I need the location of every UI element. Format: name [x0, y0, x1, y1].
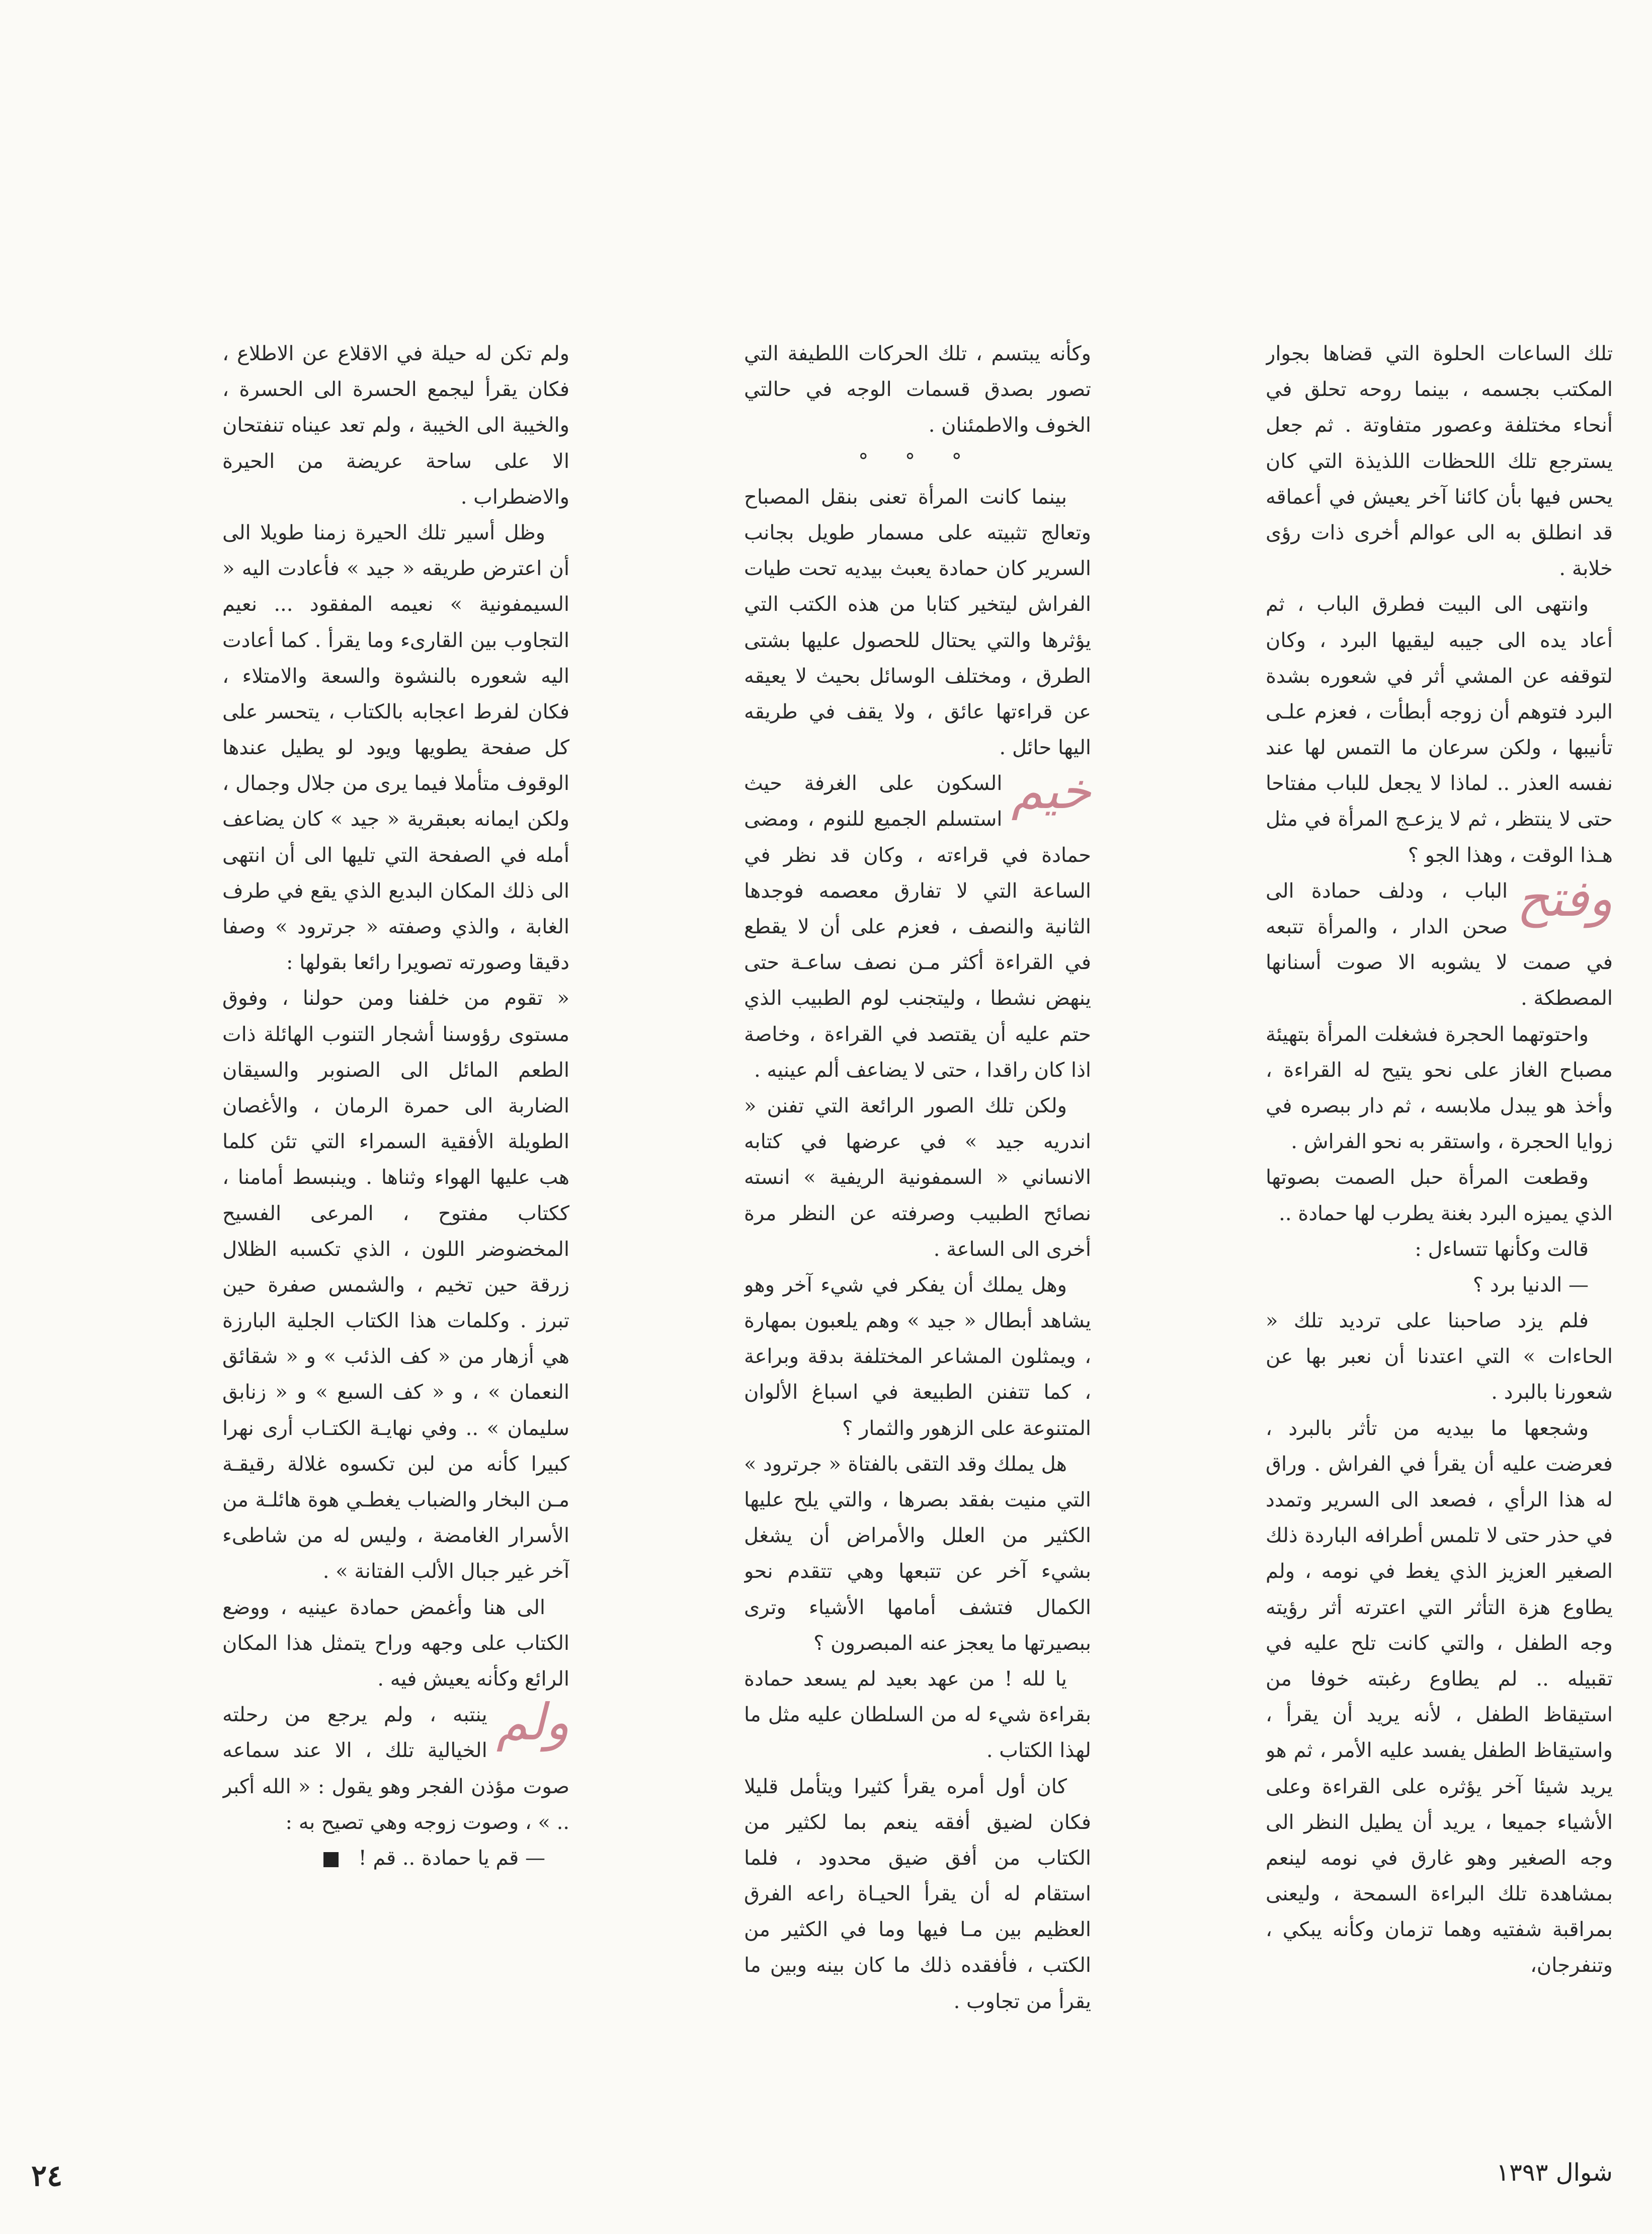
paragraph: هل يملك وقد التقى بالفتاة « جرترود » التي منيت بفقد بصرها ، والتي يلح عليها الكثير من العلل والأمراض أن يشغل بشيء آخر عن تتبعها وهي تتقدم نحو الكمال فتشف أمامها الأشياء وترى ببصيرتها ما يعجز عنه المبصرون ؟: [744, 1452, 1091, 1655]
decorative-initial: ولم: [496, 1693, 569, 1752]
paragraph: وانتهى الى البيت فطرق الباب ، ثم أعاد يده الى جيبه ليقيها البرد ، وكان لتوقفه عن المشي أثر في شعوره بشدة البرد فتوهم أن زوجه أبطأت ، فعزم علـى تأنيبها ، ولكن سرعان ما التمس لها عند نفسه العذر .. لماذا لا يجعل للباب مفتاحا حتى لا ينتظر ، ثم لا يزعـج المرأة في مثل هـذا الوقت ، وهذا الجو ؟: [1266, 593, 1613, 867]
quote-paragraph: « تقوم من خلفنا ومن حولنا ، وفوق مستوى رؤوسنا أشجار التنوب الهائلة ذات الطعم المائل الى الصنوبر والسيقان الضاربة الى حمرة الرمان ، والأغصان الطويلة الأفقية السمراء التي تئن كلما هب عليها الهواء وثناها . وينبسط أمامنا ، ككتاب مفتوح ، المرعى الفسيح المخضوضر اللون ، الذي تكسبه الظلال زرقة حين تخيم ، والشمس صفرة حين تبرز . وكلمات هذا الكتاب الجلية البارزة هي أزهار من « كف الذئب » و « شقائق النعمان » ، و « كف السبع » و « زنابق سليمان » .. وفي نهايـة الكتـاب أرى نهرا كبيرا كأنه من لبن تكسوه غلالة رقيقـة مـن البخار والضباب يغطـي هوة هائلـة من الأسرار الغامضة ، وليس له من شاطىء آخر غير جبال الألب الفتانة » .: [222, 987, 569, 1583]
page-number: ٢٤: [31, 2159, 63, 2193]
paragraph: وقطعت المرأة حبل الصمت بصوتها الذي يميزه البرد بغنة يطرب لها حمادة ..: [1266, 1166, 1613, 1225]
decorative-initial: خيم: [1011, 761, 1091, 821]
column-1: [1266, 336, 1613, 2147]
paragraph: خيم السكون على الغرفة حيث استسلم الجميع للنوم ، ومضى حمادة في قراءته ، وكان قد نظر في الساعة التي لا تفارق معصمه فوجدها الثانية والنصف ، فعزم على أن لا يقطع في القراءة أكثر مـن نصف ساعـة حتى ينهض نشطا ، وليتجنب لوم الطبيب الذي حتم عليه أن يقتصد في القراءة ، وخاصة اذا كان راقدا ، حتى لا يضاعف ألم عينيه .: [744, 761, 1091, 1082]
paragraph: ولم تكن له حيلة في الاقلاع عن الاطلاع ، فكان يقرأ ليجمع الحسرة الى الحسرة ، والخيبة الى الخيبة ، ولم تعد عيناه تنفتحان الا على ساحة عريضة من الحيرة والاضطراب .: [222, 342, 569, 509]
end-mark-icon: [323, 1852, 339, 1867]
paragraph: واحتوتهما الحجرة فشغلت المرأة بتهيئة مصباح الغاز على نحو يتيح له القراءة ، وأخذ هو يبدل ملابسه ، ثم دار ببصره في زوايا الحجرة ، واستقر به نحو الفراش .: [1266, 1022, 1613, 1154]
paragraph: الى هنا وأغمض حمادة عينيه ، ووضع الكتاب على وجهه وراح يتمثل هذا المكان الرائع وكأنه يعيش فيه .: [222, 1595, 569, 1691]
section-separator: ° ° °: [858, 449, 977, 473]
paragraph: ولم ينتبه ، ولم يرجع من رحلته الخيالية تلك ، الا عند سماعه صوت مؤذن الفجر وهو يقول : « الله أكبر .. » ، وصوت زوجه وهي تصيح به :: [222, 1693, 569, 1834]
paragraph: — قم يا حمادة .. قم !: [222, 1841, 569, 1876]
paragraph: — الدنيا برد ؟: [1472, 1273, 1589, 1297]
paragraph: فلم يزد صاحبنا على ترديد تلك « الحاءات » التي اعتدنا أن نعبر بها عن شعورنا بالبرد .: [1266, 1309, 1613, 1404]
paragraph: بينما كانت المرأة تعنى بنقل المصباح وتعالج تثبيته على مسمار طويل بجانب السرير كان حمادة يعبث بيديه تحت طيات الفراش ليتخير كتابا من هذه الكتب التي يؤثرها والتي يحتال للحصول عليها بشتى الطرق ، ومختلف الوسائل بحيث لا يعيقه عن قراءتها عائق ، ولا يقف في طريقه اليها حائل .: [744, 485, 1091, 760]
paragraph: قالت وكأنها تتساءل :: [1415, 1237, 1589, 1261]
paragraph: وفتح الباب ، ودلف حمادة الى صحن الدار ، والمرأة تتبعه في صمت لا يشوبه الا صوت أسنانها المصطكة .: [1266, 868, 1613, 1010]
paragraph: وهل يملك أن يفكر في شيء آخر وهو يشاهد أبطال « جيد » وهم يلعبون بمهارة ، ويمثلون المشاعر المختلفة بدقة وبراعة ، كما تتفنن الطبيعة في اسباغ الألوان المتنوعة على الزهور والثمار ؟: [744, 1273, 1091, 1440]
paragraph: يا لله ! من عهد بعيد لم يسعد حمادة بقراءة شيء له من السلطان عليه مثل ما لهذا الكتاب .: [744, 1667, 1091, 1763]
paragraph: كان أول أمره يقرأ كثيرا ويتأمل قليلا فكان لضيق أفقه ينعم بما لكثير من الكتاب من أفق ضيق محدود ، فلما استقام له أن يقرأ الحيـاة راعه الفرق العظيم بين مـا فيها وما في الكثير من الكتب ، فأفقده ذلك ما كان بينه وبين ما يقرأ من تجاوب .: [744, 1775, 1091, 2013]
paragraph: ولكن تلك الصور الرائعة التي تفنن « اندريه جيد » في عرضها في كتابه الانساني « السمفونية الريفية » انسته نصائح الطبيب وصرفته عن النظر مرة أخرى الى الساعة .: [744, 1094, 1091, 1261]
paragraph: تلك الساعات الحلوة التي قضاها بجوار المكتب بجسمه ، بينما روحه تحلق في أنحاء مختلفة وعصور متفاوتة . ثم جعل يسترجع تلك اللحظات اللذيذة التي كان يحس فيها بأن كائنا آخر يعيش في أعماقه قد انطلق به الى عوالم أخرى ذات رؤى خلابة .: [1266, 342, 1613, 581]
paragraph: وشجعها ما بيديه من تأثر بالبرد ، فعرضت عليه أن يقرأ في الفراش . وراق له هذا الرأي ، فصعد الى السرير وتمدد في حذر حتى لا تلمس أطرافه الباردة ذلك الصغير العزيز الذي يغط في نومه ، ولم يطاوع هزة التأثر التي اعترته أثر رؤيته وجه الطفل ، والتي كانت تلح عليه في تقبيله .. لم يطاوع رغبته خوفا من استيقاظ الطفل ، لأنه يريد أن يقرأ ، واستيقاظ الطفل يفسد عليه الأمر ، ثم هو يريد شيئا آخر يؤثره على القراءة وعلى الأشياء جميعا ، يريد أن يطيل النظر الى وجه الصغير وهو غارق في نومه لينعم بمشاهدة تلك البراءة السمحة ، وليعنى بمراقبة شفتيه وهما تزمان وكأنه يبكي ، وتنفرجان،: [1266, 1416, 1613, 1977]
footer-issue-date: شوال ١٣٩٣: [1496, 2159, 1613, 2187]
paragraph: وظل أسير تلك الحيرة زمنا طويلا الى أن اعترض طريقه « جيد » فأعادت اليه « السيمفونية » نعيمه المفقود ... نعيم التجاوب بين القارىء وما يقرأ . كما أعادت اليه شعوره بالنشوة والسعة والامتلاء ، فكان لفرط اعجابه بالكتاب ، يتحسر على كل صفحة يطويها ويود لو يطيل عندها الوقوف متأملا فيما يرى من جلال وجمال ، ولكن ايمانه بعبقرية « جيد » كان يضاعف أمله في الصفحة التي تليها الى أن انتهى الى ذلك المكان البديع الذي يقع في طرف الغابة ، والذي وصفته « جرترود » وصفا دقيقا وصورته تصويرا رائعا بقولها :: [222, 521, 569, 975]
column-3: [222, 336, 569, 2147]
decorative-initial: وفتح: [1517, 868, 1613, 928]
paragraph: وكأنه يبتسم ، تلك الحركات اللطيفة التي تصور بصدق قسمات الوجه في حالتي الخوف والاطمئنان .: [744, 342, 1091, 437]
column-2: [744, 336, 1091, 2147]
